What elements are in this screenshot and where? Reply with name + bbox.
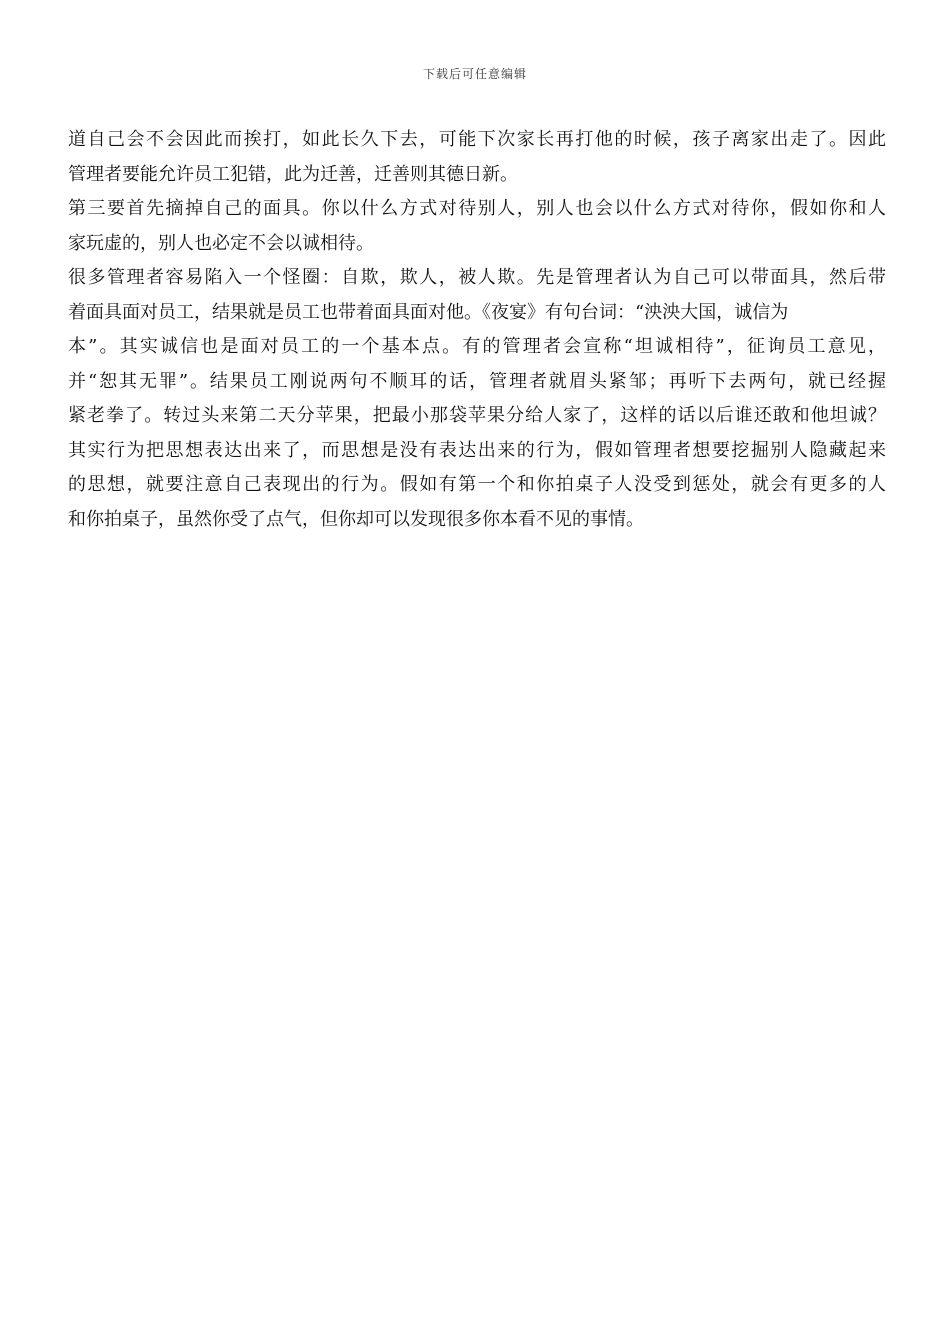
text-line: 管理者要能允许员工犯错，此为迁善，迁善则其德日新。 [68,163,518,185]
text-line: 本”。其实诚信也是面对员工的一个基本点。有的管理者会宣称“坦诚相待”，征询员工意见， [68,336,886,357]
text-line: 紧老拳了。转过头来第二天分苹果，把最小那袋苹果分给人家了，这样的话以后谁还敢和他坦诚？ [68,405,886,426]
text-line: 和你拍桌子，虽然你受了点气，但你却可以发现很多你本看不见的事情。 [68,508,644,530]
text-line: 并“恕其无罪”。结果员工刚说两句不顺耳的话，管理者就眉头紧邹；再听下去两句，就已经握 [68,370,886,392]
text-line: 着面具面对员工，结果就是员工也带着面具面对他。《夜宴》有句台词：“泱泱大国，诚信为 [68,301,789,323]
page-header: 下载后可任意编辑 [422,67,527,81]
document-body [68,123,886,537]
text-line: 其实行为把思想表达出来了，而思想是没有表达出来的行为，假如管理者想要挖掘别人隐藏起来 [68,439,886,461]
text-line: 很多管理者容易陷入一个怪圈：自欺，欺人，被人欺。先是管理者认为自己可以带面具，然后带 [68,267,886,288]
text-line: 第三要首先摘掉自己的面具。你以什么方式对待别人，别人也会以什么方式对待你，假如你和人 [68,198,886,219]
text-line: 家玩虚的，别人也必定不会以诚相待。 [68,232,374,254]
text-line: 道自己会不会因此而挨打，如此长久下去，可能下次家长再打他的时候，孩子离家出走了。因此 [68,129,886,150]
text-line: 的思想，就要注意自己表现出的行为。假如有第一个和你拍桌子人没受到惩处，就会有更多的人 [68,474,886,495]
